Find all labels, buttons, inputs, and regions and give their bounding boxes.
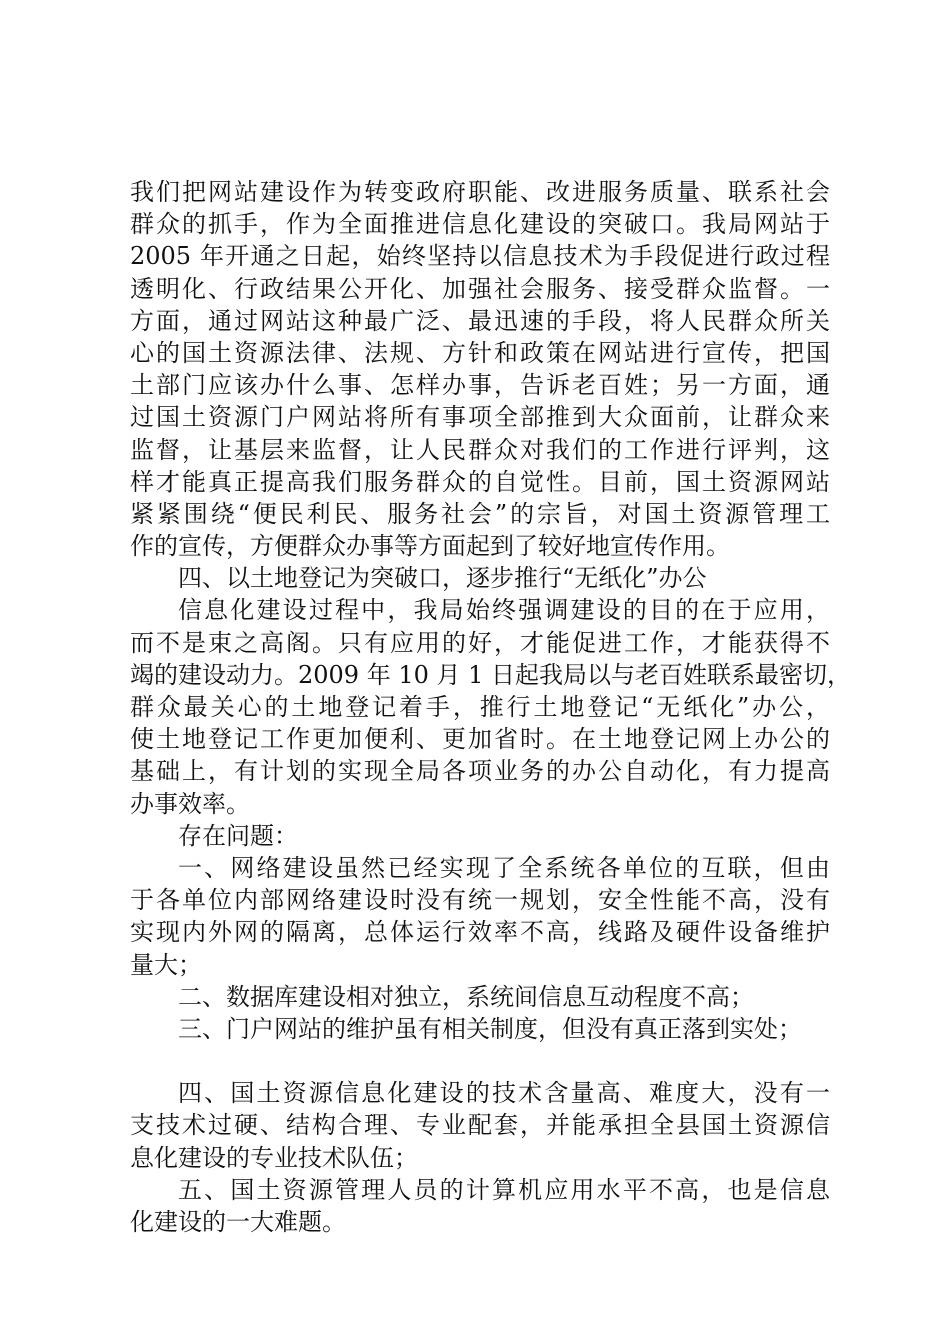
section-heading-problems: [130, 820, 830, 852]
text-line: 二、数据库建设相对独立，系统间信息互动程度不高；: [178, 982, 754, 1011]
text-line: 作的宣传，方便群众办事等方面起到了较好地宣传作用。: [130, 532, 730, 561]
text-line: 竭的建设动力。2009 年 10 月 1 日起我局以与老百姓联系最密切，: [130, 660, 852, 689]
problem-item-4: [130, 1077, 830, 1174]
text-line: 息化建设的专业技术队伍；: [130, 1143, 418, 1172]
text-line: 透明化、行政结果公开化、加强社会服务、接受群众监督。一: [130, 274, 830, 303]
text-line: 紧紧围绕“便民利民、服务社会”的宗旨，对国土资源管理工: [130, 499, 830, 528]
heading-line: 四、以土地登记为突破口，逐步推行“无纸化”办公: [178, 564, 707, 593]
blank-line: [130, 1045, 830, 1077]
problem-item-1: [130, 852, 830, 981]
paragraph-website: [130, 176, 830, 562]
text-line: 我们把网站建设作为转变政府职能、改进服务质量、联系社会: [130, 178, 830, 206]
text-line: 心的国土资源法律、法规、方针和政策在网站进行宣传，把国: [130, 338, 830, 367]
paragraph-land-registration: [130, 594, 852, 819]
text-line: 实现内外网的隔离，总体运行效率不高，线路及硬件设备维护: [130, 918, 830, 947]
problem-item-5: [130, 1174, 830, 1238]
problem-item-3: [130, 1013, 830, 1045]
text-line: 基础上，有计划的实现全局各项业务的办公自动化，有力提高: [130, 757, 830, 786]
text-line: 而不是束之高阁。只有应用的好，才能促进工作，才能获得不: [130, 628, 830, 657]
section-heading-paperless: [130, 562, 830, 594]
text-line: 量大；: [130, 950, 202, 979]
text-line: 一、网络建设虽然已经实现了全系统各单位的互联，但由: [178, 853, 830, 882]
heading-line: 存在问题：: [178, 821, 298, 850]
text-line: 过国土资源门户网站将所有事项全部推到大众面前，让群众来: [130, 403, 830, 432]
text-line: 支技术过硬、结构合理、专业配套，并能承担全县国土资源信: [130, 1111, 830, 1140]
text-line: 群众的抓手，作为全面推进信息化建设的突破口。我局网站于: [130, 210, 830, 239]
text-line: 使土地登记工作更加便利、更加省时。在土地登记网上办公的: [130, 725, 830, 754]
text-line: 方面，通过网站这种最广泛、最迅速的手段，将人民群众所关: [130, 306, 830, 335]
text-line: 办事效率。: [130, 789, 250, 818]
text-line: 三、门户网站的维护虽有相关制度，但没有真正落到实处；: [178, 1014, 802, 1043]
text-line: 监督，让基层来监督，让人民群众对我们的工作进行评判，这: [130, 435, 830, 464]
problem-item-2: [130, 981, 830, 1013]
text-line: 2005 年开通之日起，始终坚持以信息技术为手段促进行政过程: [130, 242, 830, 271]
text-line: 化建设的一大难题。: [130, 1208, 346, 1236]
document-body: [130, 176, 852, 1238]
text-line: 于各单位内部网络建设时没有统一规划，安全性能不高，没有: [130, 886, 830, 915]
text-line: 土部门应该办什么事、怎样办事，告诉老百姓；另一方面，通: [130, 371, 830, 400]
text-line: 群众最关心的土地登记着手，推行土地登记“无纸化”办公，: [130, 693, 830, 721]
text-line: 五、国土资源管理人员的计算机应用水平不高，也是信息: [178, 1175, 830, 1204]
text-line: 信息化建设过程中，我局始终强调建设的目的在于应用，: [178, 596, 830, 625]
text-line: 四、国土资源信息化建设的技术含量高、难度大，没有一: [178, 1079, 830, 1108]
text-line: 样才能真正提高我们服务群众的自觉性。目前，国土资源网站: [130, 467, 830, 496]
